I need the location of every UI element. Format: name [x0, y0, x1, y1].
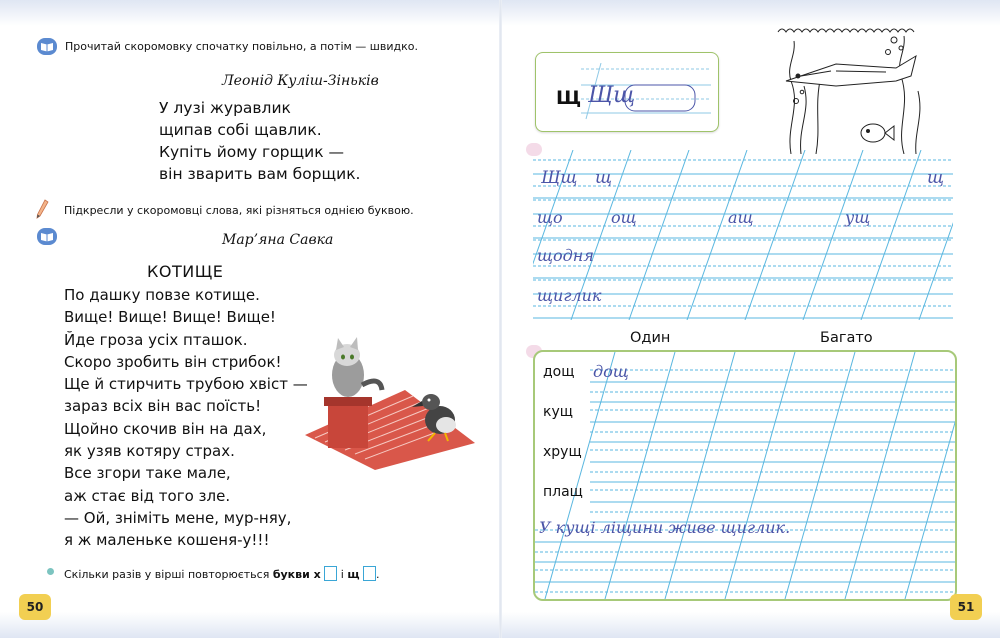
practice-syllable: ущ — [845, 208, 871, 227]
page-number-right: 51 — [950, 594, 982, 620]
practice-sample-shch: Щщ — [541, 168, 578, 188]
writing-practice-lines — [533, 150, 953, 320]
poem-line: Вище! Вище! Вище! Вище! — [64, 308, 276, 327]
practice-sample-end: щ — [927, 168, 945, 188]
written-example-word: дощ — [593, 362, 629, 381]
column-header-many: Багато — [820, 330, 873, 346]
practice-syllable: що — [537, 208, 563, 227]
tongue-twister — [159, 97, 360, 185]
written-sentence: У кущі ліщини живе щиглик. — [539, 518, 791, 537]
question-end: . — [375, 568, 380, 581]
poem-line: зараз всіх він вас поїсть! — [64, 397, 262, 416]
poem-line: Ще й стирчить трубою хвіст — — [64, 375, 308, 394]
poem-line: як узяв котяру страх. — [64, 442, 235, 461]
column-header-one: Один — [630, 330, 671, 346]
poem-line: я ж маленьке кошеня-у!!! — [64, 531, 270, 550]
author-kulish: Леонід Куліш-Зіньків — [222, 73, 379, 89]
letter-sample-card — [535, 52, 719, 132]
practice-syllable: ощ — [611, 208, 637, 227]
poem-line: По дашку повзе котище. — [64, 286, 260, 304]
singular-plural-table — [533, 350, 957, 601]
sample-print-letter: Щ — [556, 87, 582, 109]
poem-line: — Ой, зніміть мене, мур-няу, — [64, 508, 292, 527]
twister-line: він зварить вам борщик. — [159, 165, 361, 183]
question-text: Скільки разів у вірші повторюється — [64, 568, 270, 581]
twister-line: щипав собі щавлик. — [159, 121, 322, 139]
page-number-left: 50 — [19, 594, 51, 620]
practice-sample-lowercase: щ — [595, 168, 613, 188]
instruction-read: Прочитай скоромовку спочатку повільно, а потім — швидко. — [65, 40, 418, 53]
sample-script-letters: Щщ — [588, 83, 636, 108]
practice-word: щиглик — [537, 286, 602, 305]
question-and: і — [340, 568, 344, 581]
answer-box-shch[interactable] — [363, 566, 376, 581]
word-row-label: дощ — [543, 364, 575, 380]
instruction-underline: Підкресли у скоромовці слова, які різняться однією буквою. — [64, 204, 414, 217]
read-book-icon — [37, 228, 57, 245]
fish-seaweed-illustration — [776, 26, 932, 154]
twister-line: У лузі журавлик — [159, 99, 291, 117]
read-book-icon — [37, 38, 57, 55]
poem-line: Все згори таке мале, — [64, 464, 231, 483]
poem-line: Йде гроза усіх пташок. — [64, 330, 248, 349]
poem-title: КОТИЩЕ — [147, 262, 224, 281]
answer-box-kh[interactable] — [324, 566, 337, 581]
poem-line: Щойно скочив він на дах, — [64, 419, 267, 438]
practice-word: щодня — [537, 246, 594, 265]
poem-body — [64, 284, 308, 552]
word-row-label: кущ — [543, 404, 573, 420]
question-letter: щ — [347, 568, 360, 581]
twister-line: Купіть йому горщик — — [159, 143, 344, 161]
bullet-dot — [47, 568, 54, 575]
poem-line: аж стає від того зле. — [64, 486, 231, 505]
practice-syllable: ащ — [728, 208, 754, 227]
pencil-icon — [33, 199, 53, 221]
word-row-label: плащ — [543, 484, 583, 500]
question-count-letters — [64, 566, 379, 581]
poem-line: Скоро зробить він стрибок! — [64, 352, 282, 371]
question-bold-text: букви х — [272, 568, 321, 581]
cat-on-roof-illustration — [300, 335, 485, 470]
word-row-label: хрущ — [543, 444, 582, 460]
page-spine — [499, 0, 502, 638]
author-savka: Мар’яна Савка — [222, 232, 334, 248]
